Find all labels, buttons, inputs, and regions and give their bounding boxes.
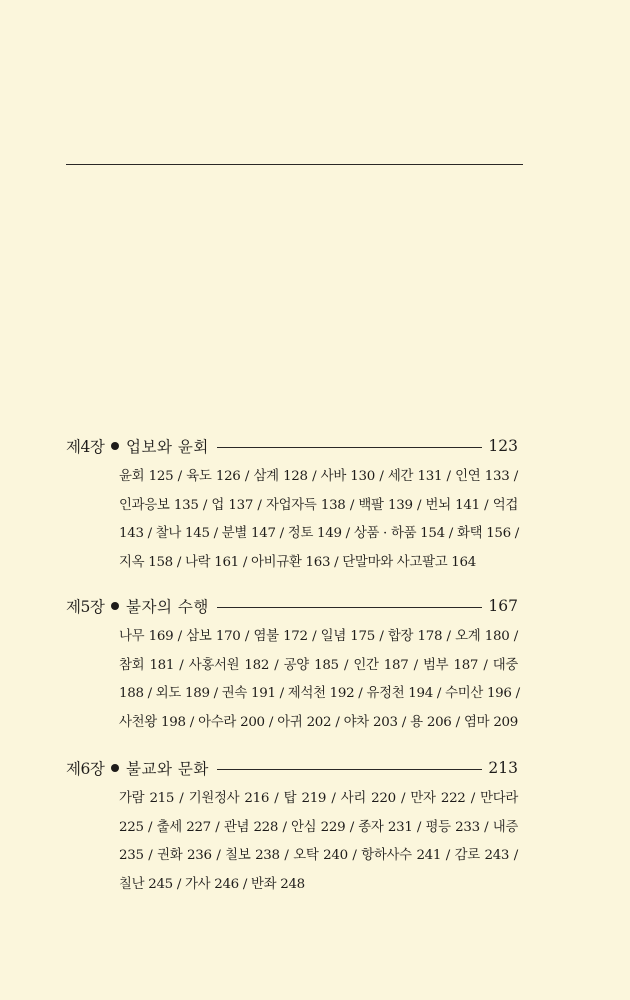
entry-line: 지옥 158 / 나락 161 / 아비규환 163 / 단말마와 사고팔고 164 (119, 554, 476, 570)
entry-line: 225 / 출세 227 / 관념 228 / 안심 229 / 종자 231 / 평등 233 / 내증 (119, 819, 518, 835)
entry-line: 참회 181 / 사홍서원 182 / 공양 185 / 인간 187 / 범부 187 / 대중 (119, 657, 518, 673)
chapter-page: 167 (488, 597, 518, 615)
chapter-4 (66, 433, 518, 577)
chapter-title: 불자의 수행 (126, 598, 209, 616)
entry-line: 가람 215 / 기원정사 216 / 탑 219 / 사리 220 / 만자 222 / 만다라 (119, 791, 518, 806)
entry-line: 윤회 125 / 육도 126 / 삼계 128 / 사바 130 / 세간 131 / 인연 133 / (119, 469, 518, 484)
entry-list (119, 785, 518, 899)
chapter-page: 213 (488, 759, 518, 777)
entry-line: 인과응보 135 / 업 137 / 자업자득 138 / 백팔 139 / 번뇌 141 / 억겁 (119, 497, 518, 513)
bullet-icon (111, 764, 119, 772)
chapter-title: 업보와 윤회 (126, 438, 209, 456)
entry-list (119, 623, 518, 737)
chapter-number: 제4장 (66, 438, 105, 456)
chapter-heading (66, 433, 518, 459)
chapter-5 (66, 593, 518, 737)
chapter-6 (66, 755, 518, 899)
chapter-heading (66, 755, 518, 781)
chapter-title: 불교와 문화 (126, 760, 209, 778)
chapter-number: 제5장 (66, 598, 105, 616)
chapter-heading (66, 593, 518, 619)
entry-line: 사천왕 198 / 아수라 200 / 아귀 202 / 야차 203 / 용 206 / 염마 209 (119, 714, 518, 730)
top-rule (66, 164, 523, 165)
entry-line: 143 / 찰나 145 / 분별 147 / 정토 149 / 상품 · 하품 154 / 화택 156 / (119, 526, 520, 541)
leader-line (217, 447, 483, 448)
entry-list (119, 463, 518, 577)
entry-line: 235 / 권화 236 / 칠보 238 / 오탁 240 / 항하사수 241 / 감로 243 / (119, 848, 518, 863)
leader-line (217, 769, 483, 770)
entry-line: 칠난 245 / 가사 246 / 반좌 248 (119, 876, 305, 892)
leader-line (217, 607, 483, 608)
entry-line: 188 / 외도 189 / 권속 191 / 제석천 192 / 유정천 194 / 수미산 196 / (119, 686, 520, 701)
entry-line: 나무 169 / 삼보 170 / 염불 172 / 일념 175 / 합장 178 / 오계 180 / (119, 629, 518, 644)
bullet-icon (111, 442, 119, 450)
bullet-icon (111, 602, 119, 610)
chapter-page: 123 (488, 437, 518, 455)
chapter-number: 제6장 (66, 760, 105, 778)
